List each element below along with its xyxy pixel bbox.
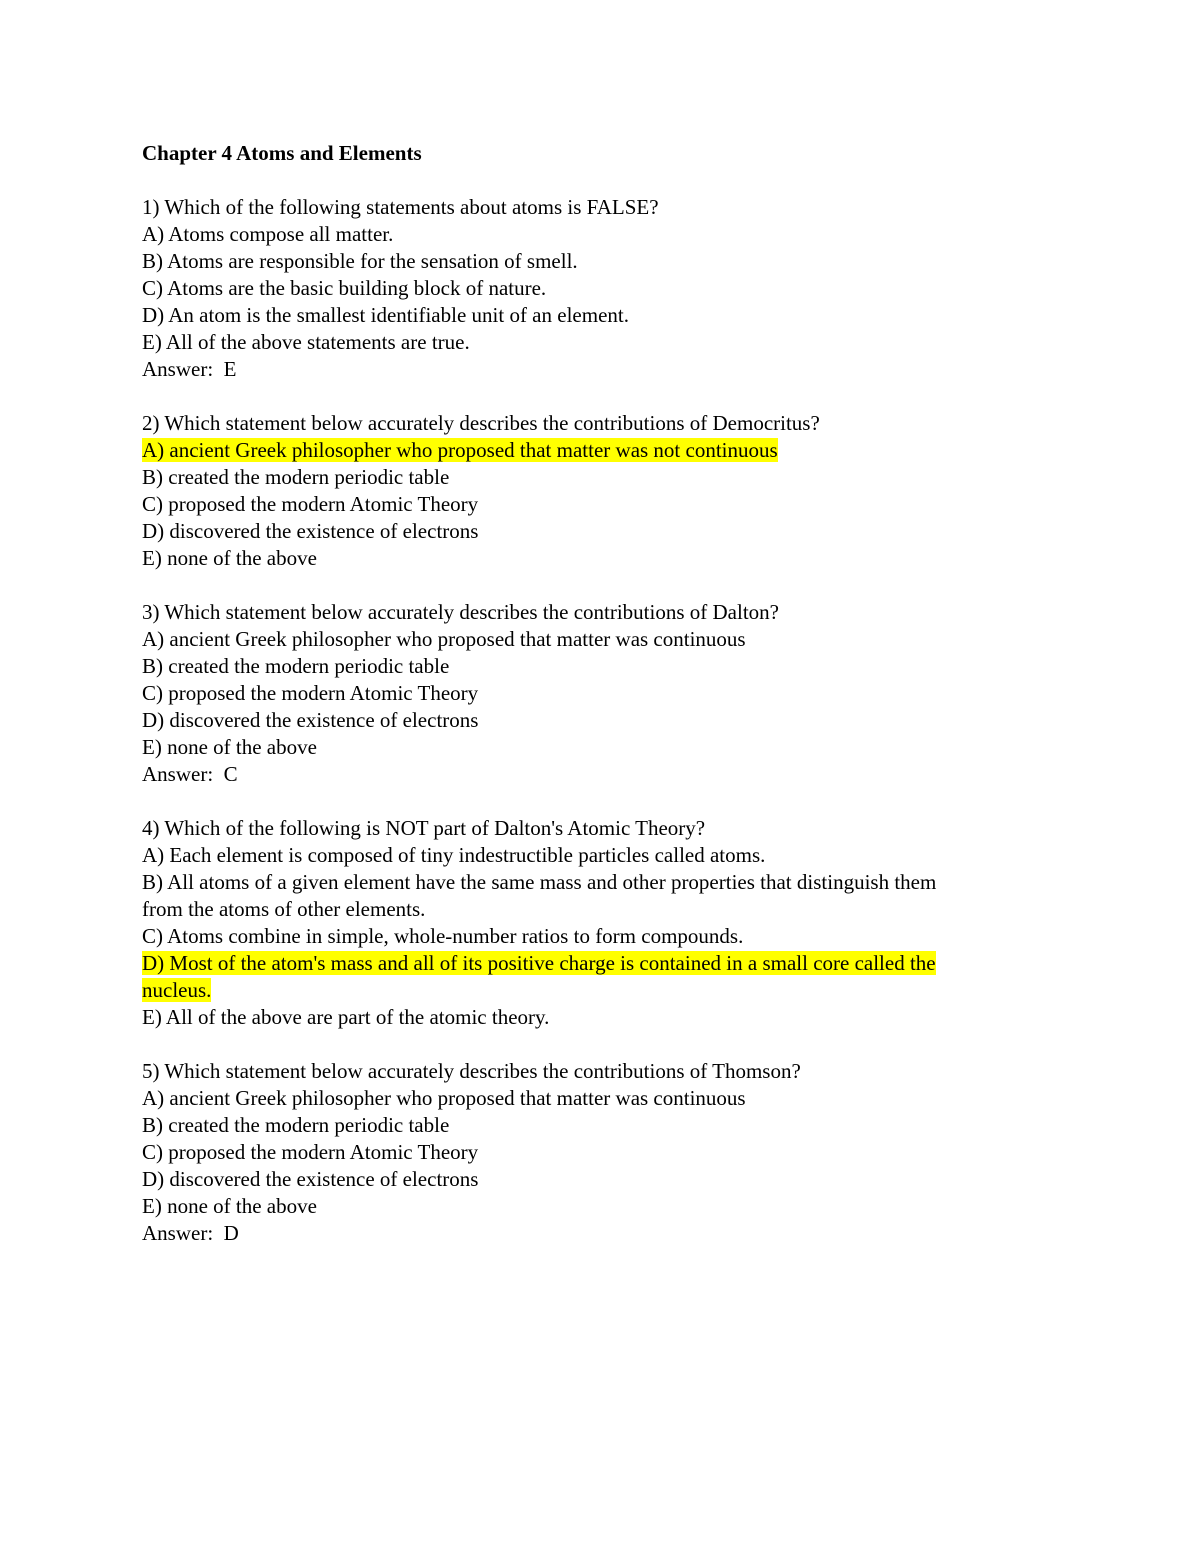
highlighted-text: D) Most of the atom's mass and all of its positive charge is contained in a small core called the	[142, 951, 936, 975]
option-b: B) created the modern periodic table	[142, 465, 450, 489]
answer-line: Answer: E	[142, 357, 237, 381]
question-stem: 1) Which of the following statements about atoms is FALSE?	[142, 195, 659, 219]
option-e: E) none of the above	[142, 735, 317, 759]
option-b: B) created the modern periodic table	[142, 654, 450, 678]
option-e: E) All of the above statements are true.	[142, 330, 470, 354]
option-d: D) discovered the existence of electrons	[142, 1167, 479, 1191]
chapter-title: Chapter 4 Atoms and Elements	[142, 141, 422, 165]
question-5	[142, 1058, 1062, 1247]
option-e: E) none of the above	[142, 546, 317, 570]
highlighted-text: A) ancient Greek philosopher who proposed that matter was not continuous	[142, 438, 778, 462]
option-c: C) proposed the modern Atomic Theory	[142, 492, 479, 516]
option-b: B) All atoms of a given element have the same mass and other properties that distinguish them	[142, 870, 937, 894]
option-c: C) proposed the modern Atomic Theory	[142, 681, 479, 705]
question-stem: 4) Which of the following is NOT part of Dalton's Atomic Theory?	[142, 816, 706, 840]
option-b-continued: from the atoms of other elements.	[142, 897, 426, 921]
question-1	[142, 194, 1062, 383]
option-d: D) An atom is the smallest identifiable unit of an element.	[142, 303, 629, 327]
option-d-highlighted-continued	[142, 977, 1062, 1004]
option-d-highlighted	[142, 950, 1062, 977]
option-a: A) Each element is composed of tiny indestructible particles called atoms.	[142, 843, 766, 867]
highlighted-text: nucleus.	[142, 978, 212, 1002]
answer-line: Answer: D	[142, 1221, 239, 1245]
question-stem: 3) Which statement below accurately describes the contributions of Dalton?	[142, 600, 779, 624]
option-a: A) ancient Greek philosopher who proposed that matter was continuous	[142, 627, 746, 651]
answer-line: Answer: C	[142, 762, 238, 786]
option-b: B) Atoms are responsible for the sensation of smell.	[142, 249, 578, 273]
question-4	[142, 815, 1062, 1031]
option-a: A) Atoms compose all matter.	[142, 222, 394, 246]
document-page	[142, 140, 1062, 1274]
option-e: E) All of the above are part of the atomic theory.	[142, 1005, 550, 1029]
option-a: A) ancient Greek philosopher who proposed that matter was continuous	[142, 1086, 746, 1110]
option-d: D) discovered the existence of electrons	[142, 708, 479, 732]
option-a-highlighted	[142, 437, 1062, 464]
option-b: B) created the modern periodic table	[142, 1113, 450, 1137]
option-e: E) none of the above	[142, 1194, 317, 1218]
question-2	[142, 410, 1062, 572]
option-c: C) proposed the modern Atomic Theory	[142, 1140, 479, 1164]
option-c: C) Atoms are the basic building block of nature.	[142, 276, 547, 300]
question-3	[142, 599, 1062, 788]
question-stem: 2) Which statement below accurately describes the contributions of Democritus?	[142, 411, 820, 435]
option-c: C) Atoms combine in simple, whole-number ratios to form compounds.	[142, 924, 744, 948]
question-stem: 5) Which statement below accurately describes the contributions of Thomson?	[142, 1059, 801, 1083]
option-d: D) discovered the existence of electrons	[142, 519, 479, 543]
